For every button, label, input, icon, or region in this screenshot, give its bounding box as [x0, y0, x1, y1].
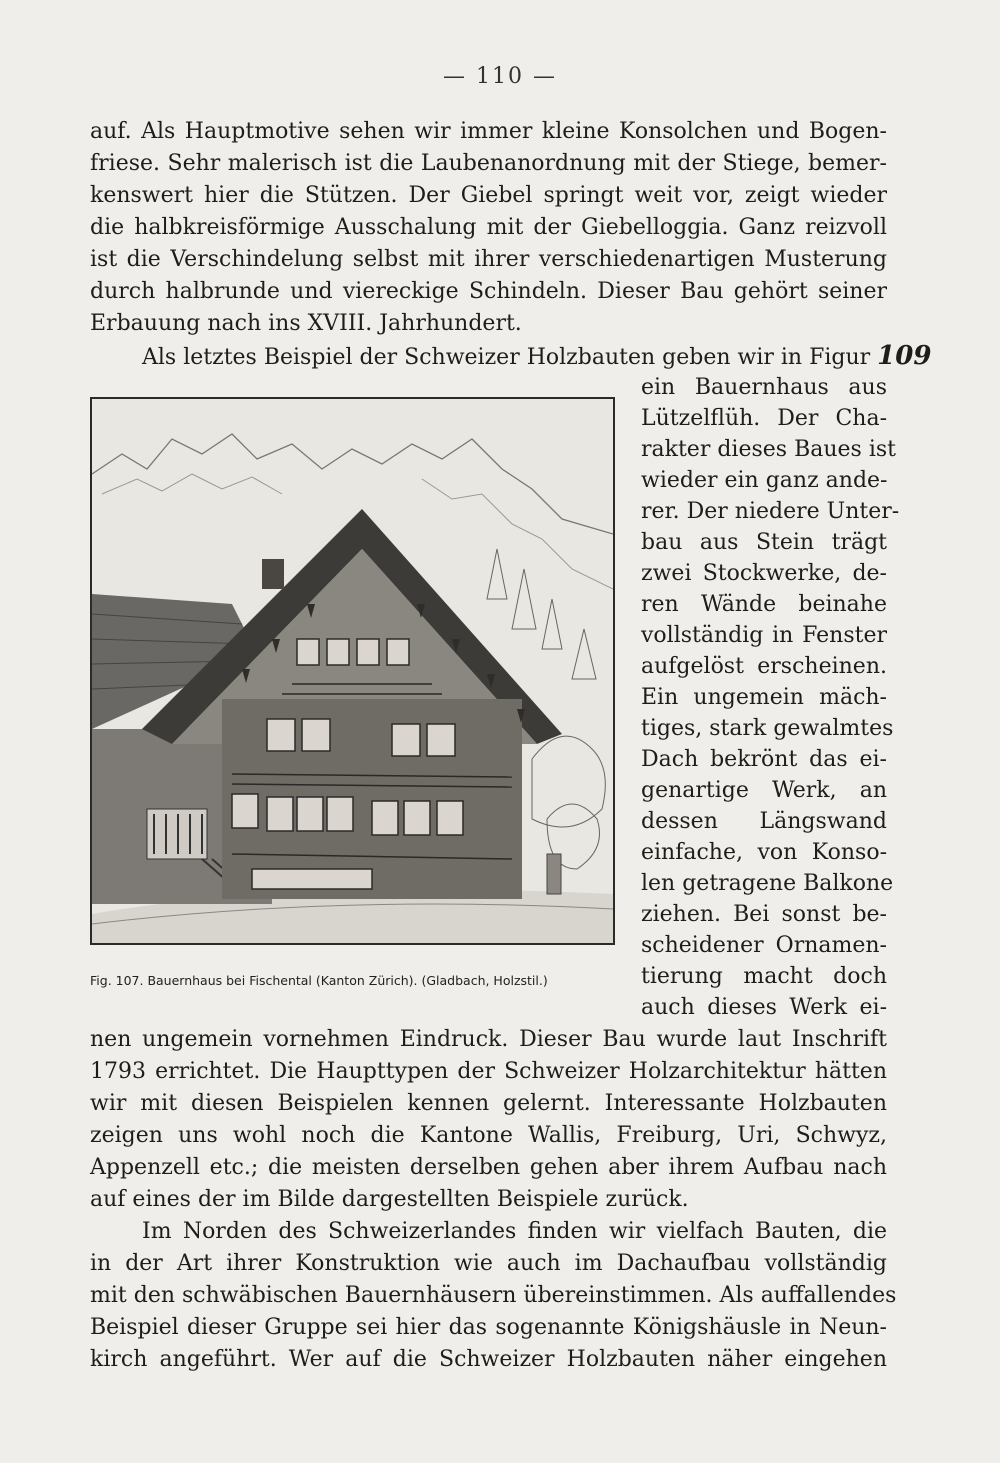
text-line: Ein ungemein mäch-	[641, 685, 887, 710]
text-line: ein Bauernhaus aus	[641, 375, 887, 400]
figure-reference: 109	[877, 341, 932, 371]
text-line: Dach bekrönt das ei-	[641, 747, 887, 772]
text-line: in der Art ihrer Konstruktion wie auch im Dachaufbau vollständig	[90, 1251, 887, 1276]
text-line: aufgelöst erscheinen.	[641, 654, 887, 679]
text-line	[142, 340, 932, 374]
text-line: wieder ein ganz ande-	[641, 468, 888, 493]
text-line: kenswert hier die Stützen. Der Giebel springt weit vor, zeigt wieder	[90, 183, 887, 208]
text-line: die halbkreisförmige Ausschalung mit der Giebelloggia. Ganz reizvoll	[90, 215, 887, 240]
figure-caption: Fig. 107. Bauernhaus bei Fischental (Kanton Zürich). (Gladbach, Holzstil.)	[90, 973, 548, 988]
text-line: Lützelflüh. Der Cha-	[641, 406, 887, 431]
text-line: len getragene Balkone	[641, 871, 894, 896]
farmhouse-engraving	[92, 399, 613, 943]
text-line: dessen Längswand	[641, 809, 887, 834]
text-line: ist die Verschindelung selbst mit ihrer verschiedenartigen Musterung	[90, 247, 887, 272]
text-line: auch dieses Werk ei-	[641, 995, 887, 1020]
page-number: — 110 —	[443, 64, 557, 89]
text-line: friese. Sehr malerisch ist die Laubenanordnung mit der Stiege, bemer-	[90, 151, 887, 176]
text-span: Als letztes Beispiel der Schweizer Holzbauten geben wir in Figur	[142, 345, 871, 370]
text-line: durch halbrunde und viereckige Schindeln. Dieser Bau gehört seiner	[90, 279, 887, 304]
text-line: tierung macht doch	[641, 964, 887, 989]
text-line: scheidener Ornamen-	[641, 933, 887, 958]
text-line: ren Wände beinahe	[641, 592, 887, 617]
text-line: tiges, stark gewalmtes	[641, 716, 894, 741]
text-line: zeigen uns wohl noch die Kantone Wallis, Freiburg, Uri, Schwyz,	[90, 1123, 887, 1148]
text-line: mit den schwäbischen Bauernhäusern übereinstimmen. Als auffallendes	[90, 1283, 897, 1308]
text-line: Beispiel dieser Gruppe sei hier das sogenannte Königshäusle in Neun-	[90, 1315, 887, 1340]
text-line: rer. Der niedere Unter-	[641, 499, 900, 524]
text-line: genartige Werk, an	[641, 778, 887, 803]
text-line: Im Norden des Schweizerlandes finden wir vielfach Bauten, die	[142, 1219, 887, 1244]
figure-illustration	[90, 397, 615, 945]
text-line: zwei Stockwerke, de-	[641, 561, 887, 586]
text-line: bau aus Stein trägt	[641, 530, 887, 555]
text-line: nen ungemein vornehmen Eindruck. Dieser Bau wurde laut Inschrift	[90, 1027, 887, 1052]
text-line: wir mit diesen Beispielen kennen gelernt. Interessante Holzbauten	[90, 1091, 887, 1116]
text-line: ziehen. Bei sonst be-	[641, 902, 887, 927]
text-line: 1793 errichtet. Die Haupttypen der Schweizer Holzarchitektur hätten	[90, 1059, 887, 1084]
text-line: vollständig in Fenster	[641, 623, 887, 648]
text-line: einfache, von Konso-	[641, 840, 887, 865]
text-line: Erbauung nach ins XVIII. Jahrhundert.	[90, 311, 522, 336]
text-line: kirch angeführt. Wer auf die Schweizer Holzbauten näher eingehen	[90, 1347, 887, 1372]
text-line: auf eines der im Bilde dargestellten Beispiele zurück.	[90, 1187, 689, 1212]
text-line: auf. Als Hauptmotive sehen wir immer kleine Konsolchen und Bogen-	[90, 119, 887, 144]
text-line: Appenzell etc.; die meisten derselben gehen aber ihrem Aufbau nach	[90, 1155, 887, 1180]
text-line: rakter dieses Baues ist	[641, 437, 896, 462]
